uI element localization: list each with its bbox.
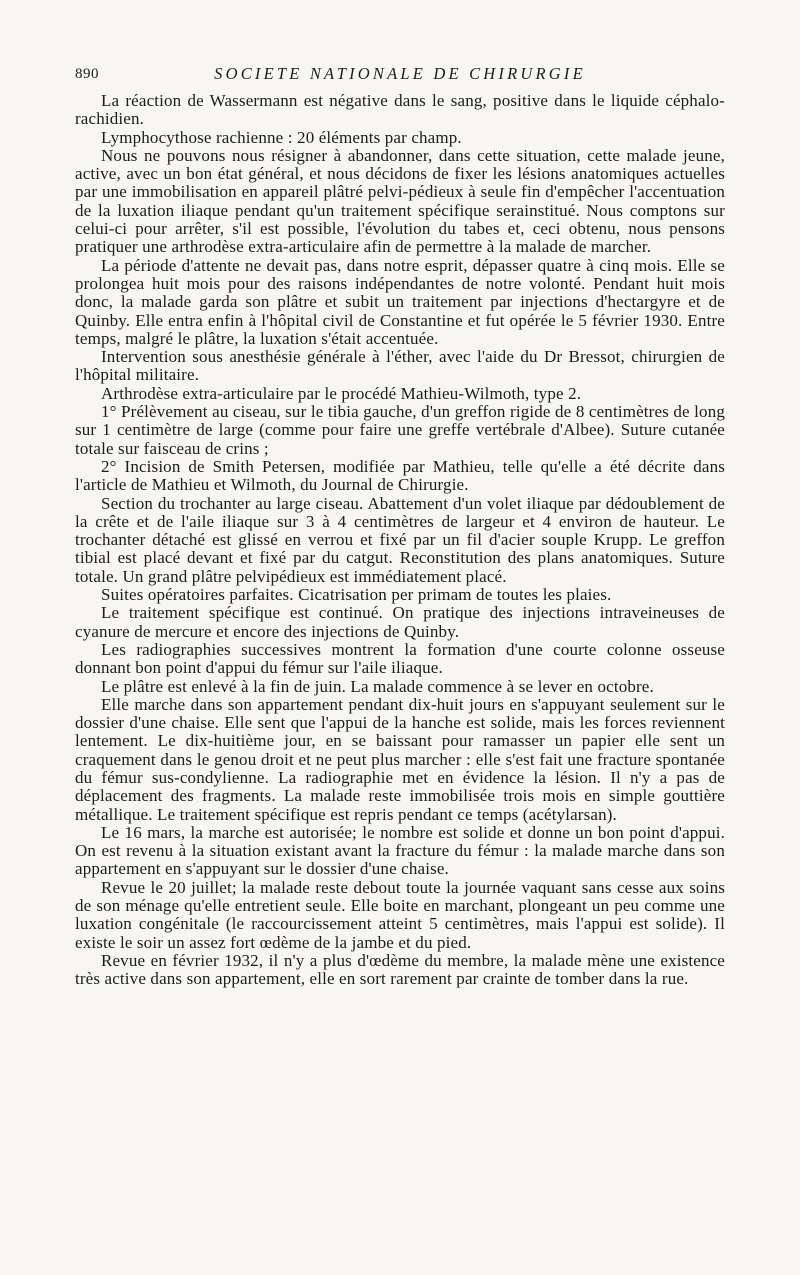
paragraph: Intervention sous anesthésie générale à l'éther, avec l'aide du Dr Bressot, chirurgien de l'hôpital militaire. <box>75 347 725 385</box>
paragraph: Section du trochanter au large ciseau. Abattement d'un volet iliaque par dédoublement de la crête et de l'aile iliaque sur 3 à 4 centimètres de largeur et 4 environ de hauteur. Le trochanter détaché est glissé en verrou et fixé par un fil d'acier souple Krupp. Le greffon tibial est placé devant et fixé par du catgut. Reconstitution des plans anatomiques. Suture totale. Un grand plâtre pelvipédieux est immédiatement placé. <box>75 493 725 586</box>
page-number: 890 <box>75 66 99 82</box>
document-page <box>75 58 725 989</box>
paragraph: La période d'attente ne devait pas, dans notre esprit, dépasser quatre à cinq mois. Elle se prolongea huit mois pour des raisons indépendantes de notre volonté. Pendant huit mois donc, la malade garda son plâtre et subit un traitement par injections d'hectargyre et de Quinby. Elle entra enfin à l'hôpital civil de Constantine et fut opérée le 5 février 1930. Entre temps, malgré le plâtre, la luxation s'était accentuée. <box>75 255 725 348</box>
running-head <box>75 58 725 92</box>
paragraph: Lymphocythose rachienne : 20 éléments par champ. <box>101 127 462 147</box>
paragraph: Nous ne pouvons nous résigner à abandonner, dans cette situation, cette malade jeune, active, avec un bon état général, et nous décidons de fixer les lésions anatomiques actuelles par une immobilisation en appareil plâtré pelvi-pédieux à seule fin d'empêcher l'accentuation de la luxation iliaque pendant qu'un traitement spécifique serainstitué. Nous comptons sur celui-ci pour arrêter, s'il est possible, l'évolution du tabes et, ceci obtenu, nous pensons pratiquer une arthrodèse extra-articulaire afin de permettre à la malade de marcher. <box>75 145 725 257</box>
paragraph: Les radiographies successives montrent la formation d'une courte colonne osseuse donnant bon point d'appui du fémur sur l'aile iliaque. <box>75 639 725 678</box>
paragraph: Suites opératoires parfaites. Cicatrisation per primam de toutes les plaies. <box>101 585 612 605</box>
paragraph: Le plâtre est enlevé à la fin de juin. La malade commence à se lever en octobre. <box>101 676 654 696</box>
paragraph: Arthrodèse extra-articulaire par le procédé Mathieu-Wilmoth, type 2. <box>101 383 582 403</box>
journal-title: SOCIETE NATIONALE DE CHIRURGIE <box>214 64 586 83</box>
paragraph: La réaction de Wassermann est négative dans le sang, positive dans le liquide céphalo-rachidien. <box>75 91 725 129</box>
paragraph: Elle marche dans son appartement pendant dix-huit jours en s'appuyant seulement sur le dossier d'une chaise. Elle sent que l'appui de la hanche est solide, mais les forces reviennent lentement. Le dix-huitième jour, en se baissant pour ramasser un papier elle sent un craquement dans le genou droit et ne peut plus marcher : elle s'est fait une fracture spontanée du fémur sus-condylienne. La radiographie met en évidence la lésion. Il n'y a pas de déplacement des fragments. La malade reste immobilisée trois mois en simple gouttière métallique. Le traitement spécifique est repris pendant ce temps (acétylarsan). <box>75 694 725 824</box>
body-text <box>75 92 725 989</box>
paragraph: Revue le 20 juillet; la malade reste debout toute la journée vaquant sans cesse aux soins de son ménage qu'elle entretient seule. Elle boite en marchant, plongeant un peu comme une luxation congénitale (le raccourcissement atteint 5 centimètres, mais l'appui est solide). Il existe le soir un assez fort œdème de la jambe et du pied. <box>75 877 725 952</box>
paragraph: Le 16 mars, la marche est autorisée; le nombre est solide et donne un bon point d'appui. On est revenu à la situation existant avant la fracture du fémur : la malade marche dans son appartement en s'appuyant sur le dossier d'une chaise. <box>75 822 725 879</box>
paragraph: 2° Incision de Smith Petersen, modifiée par Mathieu, telle qu'elle a été décrite dans l'article de Mathieu et Wilmoth, du Journal de Chirurgie. <box>75 456 725 495</box>
paragraph: Revue en février 1932, il n'y a plus d'œdème du membre, la malade mène une existence très active dans son appartement, elle en sort rarement par crainte de tomber dans la rue. <box>75 950 725 989</box>
paragraph: 1° Prélèvement au ciseau, sur le tibia gauche, d'un greffon rigide de 8 centimètres de long sur 1 centimètre de large (comme pour faire une greffe vertébrale d'Albee). Suture cutanée totale sur faisceau de crins ; <box>75 402 725 458</box>
paragraph: Le traitement spécifique est continué. On pratique des injections intraveineuses de cyanure de mercure et encore des injections de Quinby. <box>75 603 725 641</box>
